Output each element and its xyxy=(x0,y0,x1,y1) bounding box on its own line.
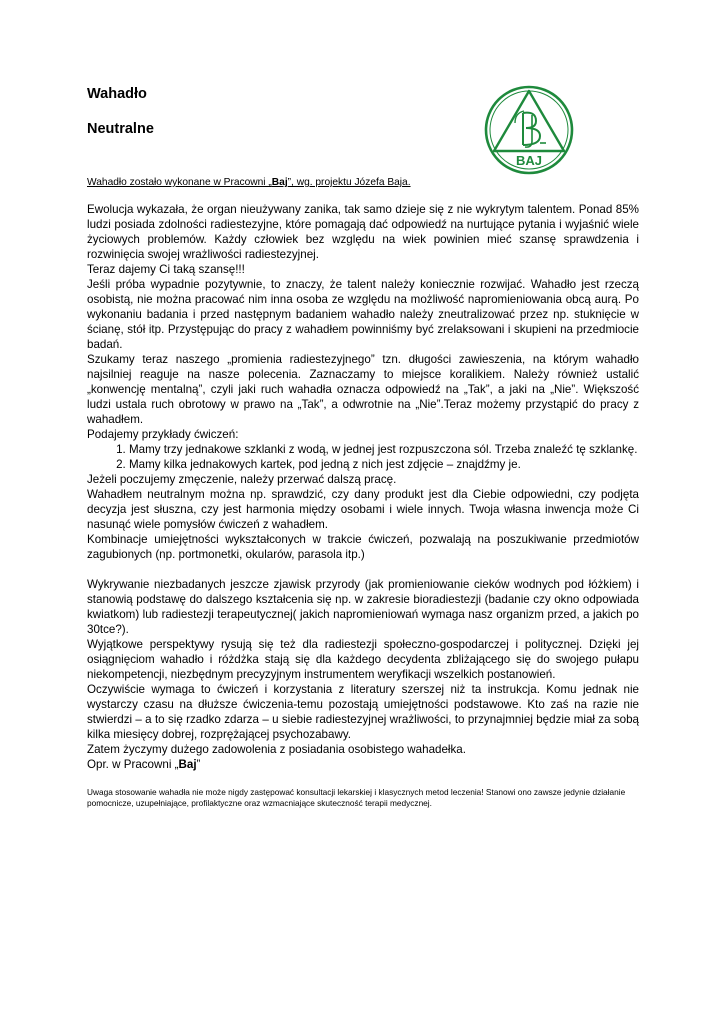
paragraph: Wykrywanie niezbadanych jeszcze zjawisk przyrody (jak promieniowanie cieków wodnych pod łóżkiem) i stanowią podstawę do dalszego kształcenia się np. w zakresie bioradiestezji (badanie czy okno odpowiada kwiatkom) lub radiestezji terapeutycznej( jakich napromieniowań wymaga nasz organizm przed, a jakich po 30tce?). xyxy=(87,578,639,636)
paragraph: Ewolucja wykazała, że organ nieużywany zanika, tak samo dzieje się z nie wykrytym talentem. Ponad 85% ludzi posiada zdolności radiestezyjne, które pomagają dać odpowiedź na nurtujące pytania i wyjaśnić wiele życiowych problemów. Każdy człowiek bez względu na wiek powinien mieć szansę sprawdzenia i rozwinięcia swojej wrażliwości radiestezyjnej. xyxy=(87,203,639,261)
paragraph: Zatem życzymy dużego zadowolenia z posiadania osobistego wahadełka. xyxy=(87,743,466,756)
paragraph: Oczywiście wymaga to ćwiczeń i korzystania z literatury szerszej niż ta instrukcja. Komu jednak nie wystarczy czasu na dłuższe ćwiczenia-temu pozostają umiejętności podstawowe. Kto zaś na razie nie stwierdzi – a to się rzadko zdarza – u siebie radiestezyjnej wrażliwości, to przynajmniej będzie miał za sobą kilka miesięcy dobrej, rozprężającej psychozabawy. xyxy=(87,683,639,741)
credit-text-end: ”, wg. projektu Józefa Baja. xyxy=(287,177,411,188)
baj-logo-graphic xyxy=(484,85,574,175)
credit-line xyxy=(87,177,411,188)
credit-brand: Baj xyxy=(271,177,288,188)
paragraph: Podajemy przykłady ćwiczeń: xyxy=(87,428,239,441)
document-subtitle: Neutralne xyxy=(87,121,154,137)
paragraph: Jeżeli poczujemy zmęczenie, należy przerwać dalszą pracę. xyxy=(87,473,397,486)
signature-text: Opr. w Pracowni „ xyxy=(87,758,179,771)
paragraph: Wyjątkowe perspektywy rysują się też dla radiestezji społeczno-gospodarczej i politycznej. Dzięki jej osiągnięciom wahadło i różdżka stają się dla każdego decydenta zbliżającego się do swojego pułapu niekompetencji, niezbędnym precyzyjnym instrumentem weryfikacji wszelkich postanowień. xyxy=(87,638,639,681)
signature xyxy=(87,757,639,772)
paragraph: Kombinacje umiejętności wykształconych w trakcie ćwiczeń, pozwalają na poszukiwanie przedmiotów zagubionych (np. portmonetki, okularów, parasola itp.) xyxy=(87,533,639,561)
logo-text: BAJ xyxy=(515,153,543,168)
document-title: Wahadło xyxy=(87,86,147,102)
spacer xyxy=(87,562,639,577)
credit-text: Wahadło zostało wykonane w Pracowni „ xyxy=(87,177,272,188)
paragraph: Teraz dajemy Ci taką szansę!!! xyxy=(87,263,245,276)
exercise-list xyxy=(87,442,639,472)
document-body xyxy=(87,202,639,772)
baj-logo-icon xyxy=(484,85,574,175)
list-item: 1. Mamy trzy jednakowe szklanki z wodą, w jednej jest rozpuszczona sól. Trzeba znaleźć tę szklankę. xyxy=(129,442,639,457)
signature-brand: Baj xyxy=(178,758,197,771)
paragraph: Szukamy teraz naszego „promienia radiestezyjnego” tzn. długości zawieszenia, na którym wahadło najsilniej reaguje na nasze polecenia. Zaznaczamy to miejsce koralikiem. Należy również ustalić „konwencję mentalną”, czyli jaki ruch wahadła oznacza odpowiedź na „Tak”, a jaki na „Nie”. Większość ludzi ustala ruch obrotowy w prawo na „Tak”, a odwrotnie na „Nie”.Teraz możemy przystąpić do pracy z wahadłem. xyxy=(87,353,639,426)
paragraph: Jeśli próba wypadnie pozytywnie, to znaczy, że talent należy koniecznie rozwijać. Wahadło jest rzeczą osobistą, nie można pracować nim inna osoba ze względu na możliwość napromieniowania obcą aurą. Po wykonaniu badania i przed następnym badaniem wahadło należy zneutralizować przez np. stuknięcie w ścianę, stół itp. Przystępując do pracy z wahadłem powinniśmy być zrelaksowani i skupieni na przedmiocie badań. xyxy=(87,278,639,351)
medical-disclaimer: Uwaga stosowanie wahadła nie może nigdy zastępować konsultacji lekarskiej i klasycznych metod leczenia! Stanowi ono zawsze jedynie działanie pomocnicze, uzupełniające, profilaktyczne oraz wzmacniające skuteczność terapii medycznej. xyxy=(87,787,626,808)
paragraph: Wahadłem neutralnym można np. sprawdzić, czy dany produkt jest dla Ciebie odpowiedni, czy podjęta decyzja jest słuszna, czy jest harmonia między osobami i wiele innych. Twoja własna inwencja może Ci nasunąć wiele pomysłów ćwiczeń z wahadłem. xyxy=(87,488,639,531)
signature-text-end: ” xyxy=(196,758,201,771)
list-item: 2. Mamy kilka jednakowych kartek, pod jedną z nich jest zdjęcie – znajdźmy je. xyxy=(129,457,639,472)
